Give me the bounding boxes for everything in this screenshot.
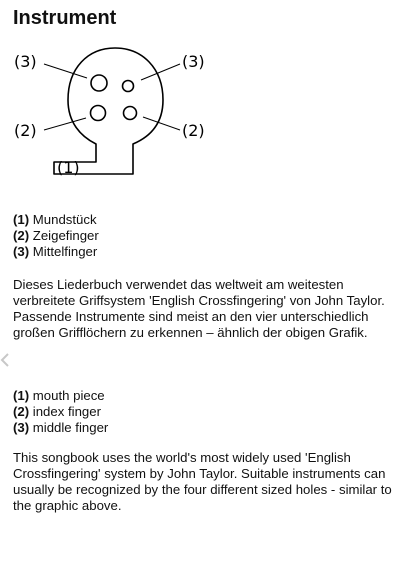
legend-item: (1) Mundstück [13, 212, 97, 227]
legend-item: (2) index finger [13, 404, 101, 419]
hole-large-top-left [91, 75, 107, 91]
legend-item: (2) Zeigefinger [13, 228, 99, 243]
label-2-right: (2) [182, 121, 205, 140]
label-2-left: (2) [14, 121, 37, 140]
paragraph-german: Dieses Liederbuch verwendet das weltweit am weitesten verbreitete Griffsystem 'English Crossfingering' von John Taylor. Passende Instrumente sind meist an den vier unterschiedlich großen Grifflöchern zu erkennen – ähnlich der obigen Grafik. [13, 277, 385, 340]
chevron-left-icon[interactable] [0, 352, 10, 368]
hole-medium-mid-left [91, 106, 106, 121]
legend-item: (1) mouth piece [13, 388, 105, 403]
legend-item: (3) Mittelfinger [13, 244, 98, 259]
label-1-bottom: (1) [57, 158, 80, 177]
leader-line [141, 64, 180, 80]
label-3-right: (3) [182, 52, 205, 71]
legend-german [13, 212, 99, 260]
leader-line [143, 117, 180, 130]
hole-small-mid-right [124, 107, 137, 120]
leader-line [44, 64, 87, 78]
legend-english [13, 388, 108, 436]
ocarina-body-outline [54, 48, 163, 174]
page-title: Instrument [13, 7, 117, 29]
leader-line [44, 118, 86, 130]
paragraph-english: This songbook uses the world's most widely used 'English Crossfingering' system by John Taylor. Suitable instruments can usually be recognized by the four different sized holes - similar to the graphic above. [13, 450, 392, 513]
legend-item: (3) middle finger [13, 420, 109, 435]
hole-small-top-right [123, 81, 134, 92]
ocarina-diagram [0, 38, 230, 183]
label-3-left: (3) [14, 52, 37, 71]
